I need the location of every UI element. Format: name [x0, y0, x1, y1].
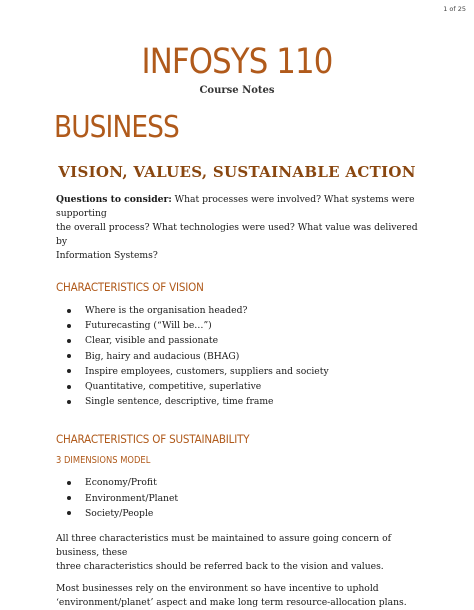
bullet-icon: [67, 481, 71, 485]
list-item: Single sentence, descriptive, time frame: [67, 394, 426, 409]
page-indicator: 1 of 25: [443, 5, 466, 13]
bullet-icon: [67, 324, 71, 328]
document-subtitle: Course Notes: [199, 85, 275, 96]
vision-heading: CHARACTERISTICS OF VISION: [56, 280, 204, 294]
bullet-icon: [67, 369, 71, 373]
bullet-icon: [67, 400, 71, 404]
vision-list: [56, 303, 426, 409]
list-item: Economy/Profit: [67, 475, 426, 490]
sustainability-list: [56, 475, 426, 521]
bullet-icon: [67, 496, 71, 500]
questions-line: the overall process? What technologies were used? What value was delivered by: [56, 222, 418, 247]
bullet-icon: [67, 309, 71, 313]
list-item: Environment/Planet: [67, 491, 426, 506]
sustainability-paragraph: Most businesses rely on the environment so have incentive to uphold ‘environment/planet’ aspect and make long term resource-allocation plans.: [56, 583, 407, 609]
sustainability-paragraph: All three characteristics must be maintained to assure going concern of business, these three characteristics should be referred back to the vision and values.: [56, 533, 391, 573]
bullet-icon: [67, 339, 71, 343]
list-item: Quantitative, competitive, superlative: [67, 379, 426, 394]
list-item: Clear, visible and passionate: [67, 333, 426, 348]
questions-paragraph: [56, 193, 426, 263]
questions-label: Questions to consider:: [56, 194, 172, 205]
list-item: Society/People: [67, 506, 426, 521]
bullet-icon: [67, 511, 71, 515]
list-item: Inspire employees, customers, suppliers and society: [67, 364, 426, 379]
bullet-icon: [67, 385, 71, 389]
questions-line: Information Systems?: [56, 250, 158, 261]
sustainability-heading: CHARACTERISTICS OF SUSTAINABILITY: [56, 432, 250, 447]
list-item: Where is the organisation headed?: [67, 303, 426, 318]
subsection-title: VISION, VALUES, SUSTAINABLE ACTION: [58, 163, 416, 181]
document-title: INFOSYS 110: [141, 42, 333, 82]
list-item: Big, hairy and audacious (BHAG): [67, 349, 426, 364]
bullet-icon: [67, 354, 71, 358]
section-title: BUSINESS: [54, 110, 179, 145]
model-heading: 3 DIMENSIONS MODEL: [56, 455, 151, 467]
content-body: [56, 193, 426, 610]
questions-line: What processes were involved? What systems were supporting: [56, 194, 415, 219]
list-item: Futurecasting (“Will be…”): [67, 318, 426, 333]
